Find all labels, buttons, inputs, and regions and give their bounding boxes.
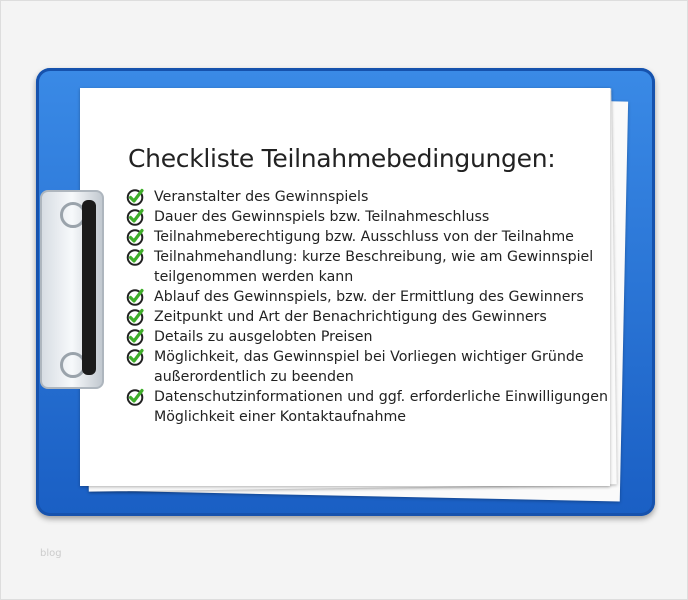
- checklist-item-text: Teilnahmeberechtigung bzw. Ausschluss von der Teilnahme: [154, 229, 574, 245]
- checklist-item: [126, 307, 608, 327]
- checkmark-icon: [126, 208, 144, 226]
- checklist-item: [126, 227, 608, 247]
- checkmark-icon: [126, 388, 144, 406]
- checkmark-icon: [126, 308, 144, 326]
- checklist-item: [126, 387, 608, 427]
- checkmark-icon: [126, 188, 144, 206]
- checklist-item: [126, 207, 608, 227]
- checklist-item-text: Möglichkeit einer Kontaktaufnahme: [154, 409, 407, 425]
- checklist-item: [126, 327, 608, 347]
- checkmark-icon: [126, 228, 144, 246]
- clip-lever: [82, 200, 96, 375]
- checklist-item-text: Dauer des Gewinnspiels bzw. Teilnahmeschluss: [154, 209, 490, 225]
- checkmark-icon: [126, 248, 144, 266]
- checkmark-icon: [126, 288, 144, 306]
- checklist-item-text: teilgenommen werden kann: [154, 269, 354, 285]
- checkmark-icon: [126, 328, 144, 346]
- checklist-item-text: Details zu ausgelobten Preisen: [154, 329, 373, 345]
- checklist: [126, 187, 608, 427]
- checklist-item: [126, 247, 608, 287]
- checklist-item-text: Datenschutzinformationen und ggf. erforderliche Einwilligungen: [154, 389, 608, 405]
- checklist-item: [126, 187, 608, 207]
- checklist-item-text: Ablauf des Gewinnspiels, bzw. der Ermittlung des Gewinners: [154, 289, 584, 305]
- checkmark-icon: [126, 348, 144, 366]
- watermark: blog: [40, 548, 62, 559]
- checklist-item-text: außerordentlich zu beenden: [154, 369, 354, 385]
- checklist-item-text: Möglichkeit, das Gewinnspiel bei Vorliegen wichtiger Gründe: [154, 349, 584, 365]
- clipboard-clip: [40, 190, 104, 389]
- checklist-item: [126, 347, 608, 387]
- checklist-title: Checkliste Teilnahmebedingungen:: [128, 144, 556, 173]
- checklist-item-text: Veranstalter des Gewinnspiels: [154, 189, 369, 205]
- checklist-item: [126, 287, 608, 307]
- checklist-item-text: Zeitpunkt und Art der Benachrichtigung des Gewinners: [154, 309, 547, 325]
- checklist-item-text: Teilnahmehandlung: kurze Beschreibung, wie am Gewinnspiel: [154, 249, 594, 265]
